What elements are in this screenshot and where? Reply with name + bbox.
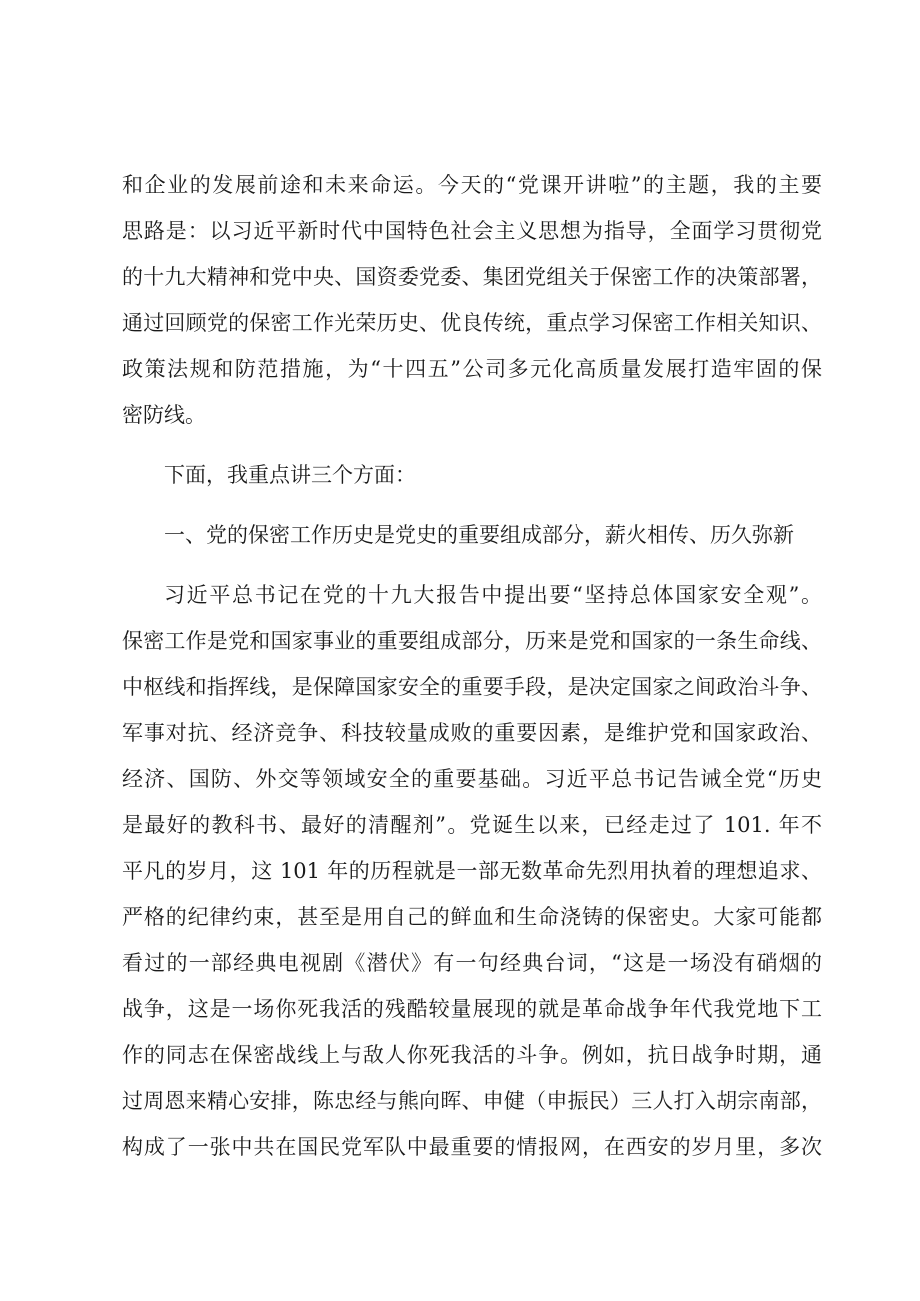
text-line: 过周恩来精心安排，陈忠经与熊向晖、申健（申振民）三人打入胡宗南部， (122, 1089, 822, 1113)
paragraph-outline (122, 452, 822, 498)
text-line: 经济、国防、外交等领域安全的重要基础。习近平总书记告诫全党“历史 (122, 767, 822, 791)
section-heading-1 (122, 512, 822, 558)
text-line: 思路是：以习近平新时代中国特色社会主义思想为指导，全面学习贯彻党 (122, 219, 822, 243)
text-line: 军事对抗、经济竞争、科技较量成败的重要因素，是维护党和国家政治、 (122, 721, 822, 745)
text-line: 中枢线和指挥线，是保障国家安全的重要手段，是决定国家之间政治斗争、 (122, 675, 822, 699)
heading-text: 一、党的保密工作历史是党史的重要组成部分，薪火相传、历久弥新 (164, 523, 794, 547)
text-line: 看过的一部经典电视剧《潜伏》有一句经典台词，“这是一场没有硝烟的 (122, 951, 822, 975)
text-line: 下面，我重点讲三个方面： (164, 463, 416, 487)
text-line: 构成了一张中共在国民党军队中最重要的情报网，在西安的岁月里，多次 (122, 1135, 822, 1159)
document-body (122, 162, 822, 1170)
text-line: 保密工作是党和国家事业的重要组成部分，历来是党和国家的一条生命线、 (122, 629, 822, 653)
text-line: 是最好的教科书、最好的清醒剂”。党诞生以来，已经走过了 101. 年不 (122, 813, 822, 837)
paragraph-intro (122, 162, 822, 438)
text-line: 严格的纪律约束，甚至是用自己的鲜血和生命浇铸的保密史。大家可能都 (122, 905, 822, 929)
text-line: 通过回顾党的保密工作光荣历史、优良传统，重点学习保密工作相关知识、 (122, 311, 822, 335)
text-line: 作的同志在保密战线上与敌人你死我活的斗争。例如，抗日战争时期，通 (122, 1043, 822, 1067)
text-line: 平凡的岁月，这 101 年的历程就是一部无数革命先烈用执着的理想追求、 (122, 859, 822, 883)
text-line: 战争，这是一场你死我活的残酷较量展现的就是革命战争年代我党地下工 (122, 997, 822, 1021)
text-line: 密防线。 (122, 403, 206, 427)
text-line: 习近平总书记在党的十九大报告中提出要“坚持总体国家安全观”。 (164, 583, 822, 607)
text-line: 和企业的发展前途和未来命运。今天的“党课开讲啦”的主题，我的主要 (122, 173, 822, 197)
paragraph-history (122, 572, 822, 1170)
text-line: 政策法规和防范措施，为“十四五”公司多元化高质量发展打造牢固的保 (122, 357, 822, 381)
text-line: 的十九大精神和党中央、国资委党委、集团党组关于保密工作的决策部署， (122, 265, 822, 289)
